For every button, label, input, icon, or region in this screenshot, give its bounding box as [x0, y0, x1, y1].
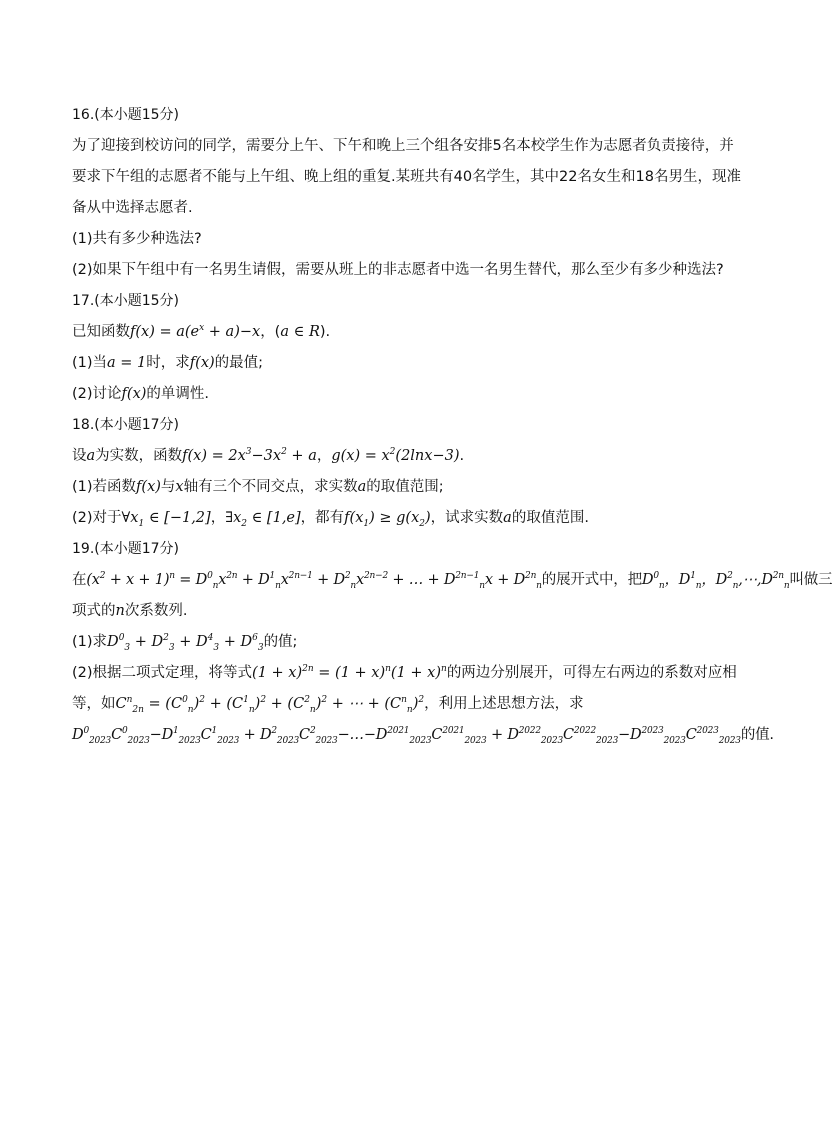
q19-part-2-line-1: (2)根据二项式定理，将等式$(1 + x)^{2n} = (1 + x)^n(1 + x)^n$的两边分别展开，可得左右两边的系数对应相: [72, 664, 737, 681]
q19-part-1: (1)求$D^0_3 + D^2_3 + D^4_3 + D^6_3$的值;: [72, 633, 298, 653]
q17-function-formula: $f(x) = a(e^x + a)-x$: [130, 323, 261, 340]
q18-heading: 18.(本小题17分): [72, 417, 180, 433]
q18-part-1: (1)若函数f(x)与x轴有三个不同交点，求实数a的取值范围;: [72, 479, 444, 495]
q18-g-formula: $g(x) = x^2(2\ln x-3)$: [331, 447, 460, 464]
q18-stem: 设a为实数，函数$f(x) = 2x^3-3x^2 + a$，$g(x) = x^2(2\ln x-3)$.: [72, 447, 465, 464]
q19-stem-line-2: 项式的n次系数列.: [72, 603, 188, 619]
q19-expansion-formula: $(x^2 + x + 1)^n = D^0_nx^{2n} + D^1_nx^{2n-1} + D^2_nx^{2n-2}$ + … + $D^{2n-1}_nx + D^{2n}_n$: [86, 571, 542, 591]
q17-stem: 已知函数$f(x) = a(e^x + a)-x$，(a ∈ R).: [72, 323, 331, 340]
document-page: [72, 100, 832, 751]
q18-part-2: (2)对于$\forall x_1$ ∈ [−1,2]，$\exists x_2$ ∈ [1,e]，都有$f(x_1) \ge g(x_2)$，试求实数a的取值范围.: [72, 510, 589, 529]
q19-heading: 19.(本小题17分): [72, 541, 180, 557]
q16-part-2: (2)如果下午组中有一名男生请假，需要从班上的非志愿者中选一名男生替代，那么至少有多少种选法?: [72, 262, 724, 278]
q16-heading: 16.(本小题15分): [72, 107, 180, 123]
q19-sum-formula: $D^0_{2023}C^0_{2023}-D^1_{2023}C^1_{2023}$ + $D^2_{2023}C^2_{2023}-\dots-D^{2021}_{2023}C^{2021}_{2023} + D^{2022}_{2023}C^{2022}_{2023}-D^{2023}_{2023}C^{2023}_{2023}$: [72, 726, 741, 746]
q16-stem-line-1: 为了迎接到校访问的同学，需要分上午、下午和晚上三个组各安排5名本校学生作为志愿者负责接待，并: [72, 138, 734, 154]
q19-part-2-line-3: $D^0_{2023}C^0_{2023}-D^1_{2023}C^1_{2023}$ + $D^2_{2023}C^2_{2023}-\dots-D^{2021}_{2023}C^{2021}_{2023} + D^{2022}_{2023}C^{2022}_{2023}-D^{2023}_{2023}C^{2023}_{2023}$的值.: [72, 726, 774, 746]
q19-stem-line-1: 在$(x^2 + x + 1)^n = D^0_nx^{2n} + D^1_nx^{2n-1} + D^2_nx^{2n-2}$ + … + $D^{2n-1}_nx + D^{2n}_n$的展开式中，把$D^0_n$，$D^1_n$，$D^2_n,\cdots,D^{2n}_n$叫做三: [72, 571, 832, 591]
q16-stem-line-2: 要求下午组的志愿者不能与上午组、晚上组的重复.某班共有40名学生，其中22名女生和18名男生，现准: [72, 169, 741, 185]
q17-part-2: (2)讨论f(x)的单调性.: [72, 386, 210, 402]
q17-heading: 17.(本小题15分): [72, 293, 180, 309]
q16-part-1: (1)共有多少种选法?: [72, 231, 202, 247]
q19-part-2-line-2: 等，如$C^n_{2n} = (C^0_n)^2 + (C^1_n)^2 + (C^2_n)^2$ + ⋯ + $(C^n_n)^2$，利用上述思想方法，求: [72, 695, 584, 715]
q17-part-1: (1)当a = 1时，求f(x)的最值;: [72, 355, 264, 371]
q18-function-formula: $f(x) = 2x^3-3x^2 + a$: [182, 447, 317, 464]
q16-stem-line-3: 备从中选择志愿者.: [72, 200, 193, 216]
